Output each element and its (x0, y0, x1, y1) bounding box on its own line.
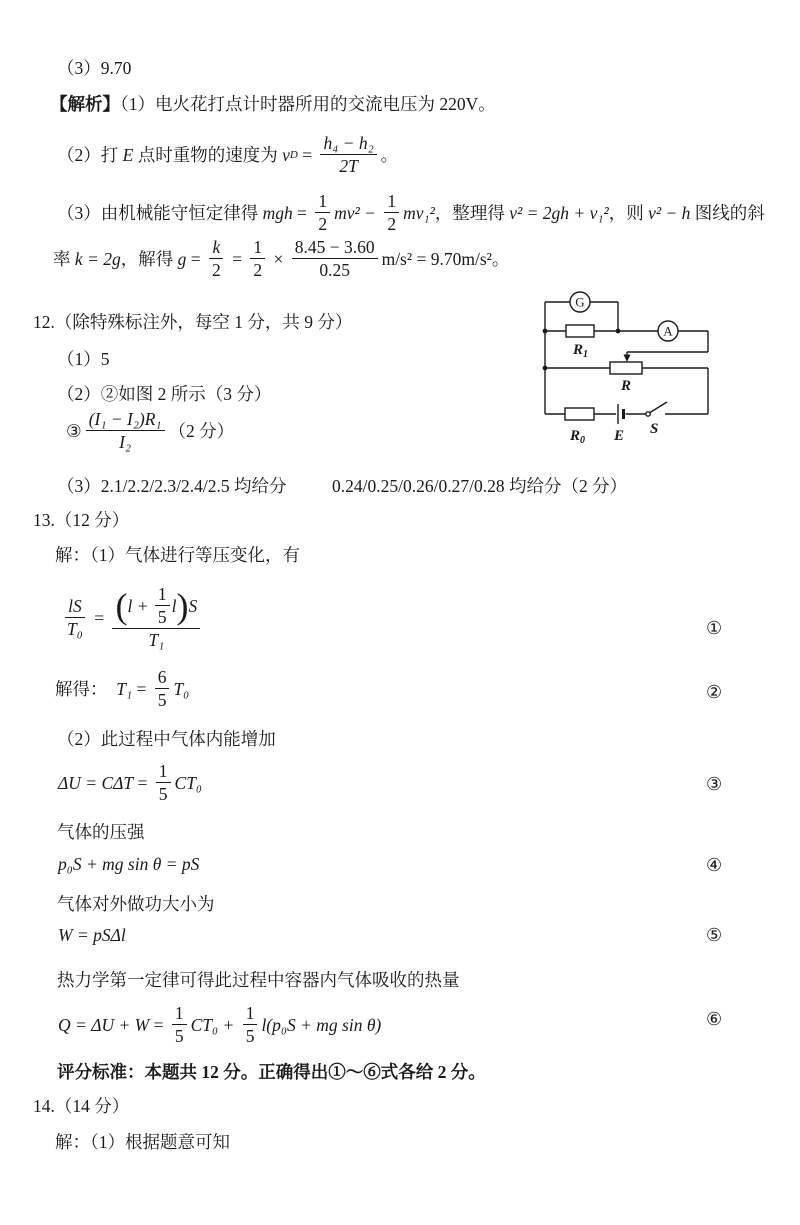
var-k2g: k = 2g (74, 249, 121, 269)
q11-answer-3: （3）9.70 (57, 58, 132, 78)
equation-marker-2: ② (706, 682, 723, 702)
q13-header: 13.（12 分） (33, 510, 130, 530)
equals: = (89, 607, 109, 628)
text: ，解得 (120, 249, 178, 269)
q11-part2-line (57, 132, 398, 178)
equation-marker-5: ⑤ (706, 925, 723, 945)
battery-label: E (614, 428, 625, 444)
text: 率 (53, 249, 75, 269)
circuit-figure (528, 283, 793, 458)
switch-label: S (650, 421, 659, 437)
q13-equation-1 (60, 584, 204, 651)
slider-arrowhead (624, 355, 631, 363)
var-mv2: mv² − (334, 203, 381, 223)
q12-answer-4-right: 0.24/0.25/0.26/0.27/0.28 均给分（2 分） (332, 476, 628, 496)
fraction-den: 2T (339, 156, 358, 176)
q13-text-5: 热力学第一定律可得此过程中容器内气体吸收的热量 (57, 970, 460, 990)
fraction-values: $\frac{8.45 - 3.60}{0.25}$ (292, 237, 378, 281)
fraction-I1I2R1: $\frac{\text{(I₁ − I₂)R₁}}{\text{I₂}}$ (86, 409, 165, 453)
q13-equation-5: W = pSΔl (58, 925, 126, 945)
text: 。 (491, 249, 510, 269)
var-mv12: mv₁² (403, 203, 435, 223)
analysis-label: 【解析】 (50, 94, 120, 114)
text: 解得： (55, 679, 117, 699)
text: 点时重物的速度为 (133, 145, 283, 165)
q12-answer-3-formula (66, 406, 234, 456)
equals: = (132, 679, 151, 699)
fraction-half: $\frac{1}{2}$ (315, 191, 330, 235)
q13-equation-4: p₀S + mg sin θ = pS (58, 854, 200, 874)
galvanometer-label: G (575, 294, 585, 310)
equation-marker-4: ④ (706, 855, 723, 875)
q14-header: 14.（14 分） (33, 1096, 130, 1116)
q13-text-4: 气体对外做功大小为 (57, 894, 215, 914)
analysis-part1: （1）电火花打点计时器所用的交流电压为 220V。 (120, 94, 496, 114)
fraction-k2: $\frac{k}{2}$ (209, 237, 224, 281)
equals: = (227, 249, 247, 269)
text: ，整理得 (434, 203, 510, 223)
text: 。 (380, 145, 399, 165)
fraction-one-fifth: $\frac{1}{5}$ (155, 584, 170, 628)
var-expr: v² = 2gh + v₁² (509, 203, 609, 223)
q13-intro: 解：（1）气体进行等压变化，有 (55, 545, 300, 565)
close-paren: ) (176, 585, 189, 626)
units-result: m/s² = 9.70m/s² (381, 249, 492, 269)
fraction-half: $\frac{1}{2}$ (250, 237, 265, 281)
var-v2h: v² − h (648, 203, 691, 223)
text: ，则 (608, 203, 649, 223)
equation-marker-3: ③ (706, 774, 723, 794)
var-v: v (282, 145, 290, 165)
circled-3: ③ (66, 421, 82, 441)
q12-answer-2: （2）②如图 2 所示（3 分） (57, 384, 272, 404)
switch-pivot (646, 412, 650, 416)
text: 图线的斜 (690, 203, 765, 223)
var-g: g (177, 249, 187, 269)
r1-label: $R_1$ (573, 342, 589, 360)
q11-part3b-line (53, 236, 509, 282)
score-note: （2 分） (168, 421, 235, 441)
q11-part3-line (57, 190, 765, 236)
equals: = (292, 203, 312, 223)
q12-answer-1: （1）5 (57, 349, 110, 369)
q12-answer-4-left: （3）2.1/2.2/2.3/2.4/2.5 均给分 (57, 476, 287, 496)
fraction (320, 133, 376, 177)
q12-header: 12.（除特殊标注外，每空 1 分，共 9 分） (33, 312, 353, 332)
q13-equation-2: 解得： T₁ = $\frac{6}{5}$ T₀ (55, 667, 190, 710)
equation-marker-6: ⑥ (706, 1009, 723, 1029)
equals: = (133, 773, 152, 793)
fraction-six-fifths: $\frac{6}{5}$ (155, 667, 170, 711)
q13-scoring-standard: 评分标准：本题共 12 分。正确得出①～⑥式各给 2 分。 (57, 1062, 486, 1082)
var-mgh: mgh (262, 203, 293, 223)
rheostat-box (610, 362, 642, 374)
fraction-rhs: ( l + $\frac{1}{5}$ l ) S T₁ (112, 584, 200, 651)
q13-equation-6: Q = ΔU + W = $\frac{1}{5}$ CT₀ + $\frac{1}{5}$ l(p₀S + mg sin θ) (58, 1003, 382, 1046)
equals: = (149, 1015, 168, 1035)
ammeter-label: A (663, 323, 673, 339)
fraction-one-fifth: $\frac{1}{5}$ (156, 761, 171, 805)
switch-lever (650, 402, 667, 413)
q11-analysis-line (50, 92, 496, 116)
q13-equation-3: ΔU = CΔT = $\frac{1}{5}$ CT₀ (58, 761, 203, 804)
q13-text-3: 气体的压强 (57, 822, 145, 842)
text: （3）由机械能守恒定律得 (57, 203, 263, 223)
fraction-num: h₄ − h₂ (320, 133, 376, 155)
var-v-sub: D (289, 149, 298, 161)
resistor-r0-box (565, 408, 594, 420)
var-E: E (122, 145, 134, 165)
fraction-lS-T0: $\frac{lS}{\text{T₀}}$ (67, 595, 83, 639)
equation-marker-1: ① (706, 618, 723, 638)
equals: = (186, 249, 205, 269)
times-sign: × (269, 249, 288, 269)
fraction-one-fifth: $\frac{1}{5}$ (243, 1003, 258, 1047)
equals: = (297, 145, 317, 165)
r0-label: $R_0$ (570, 428, 586, 446)
fraction-one-fifth: $\frac{1}{5}$ (172, 1003, 187, 1047)
rheostat-label: R (621, 378, 632, 394)
q14-intro: 解：（1）根据题意可知 (55, 1132, 230, 1152)
resistor-r1-box (566, 325, 594, 337)
fraction-half: $\frac{1}{2}$ (384, 191, 399, 235)
open-paren: ( (115, 585, 128, 626)
text: （2）打 (57, 145, 123, 165)
q13-text-2: （2）此过程中气体内能增加 (57, 729, 276, 749)
